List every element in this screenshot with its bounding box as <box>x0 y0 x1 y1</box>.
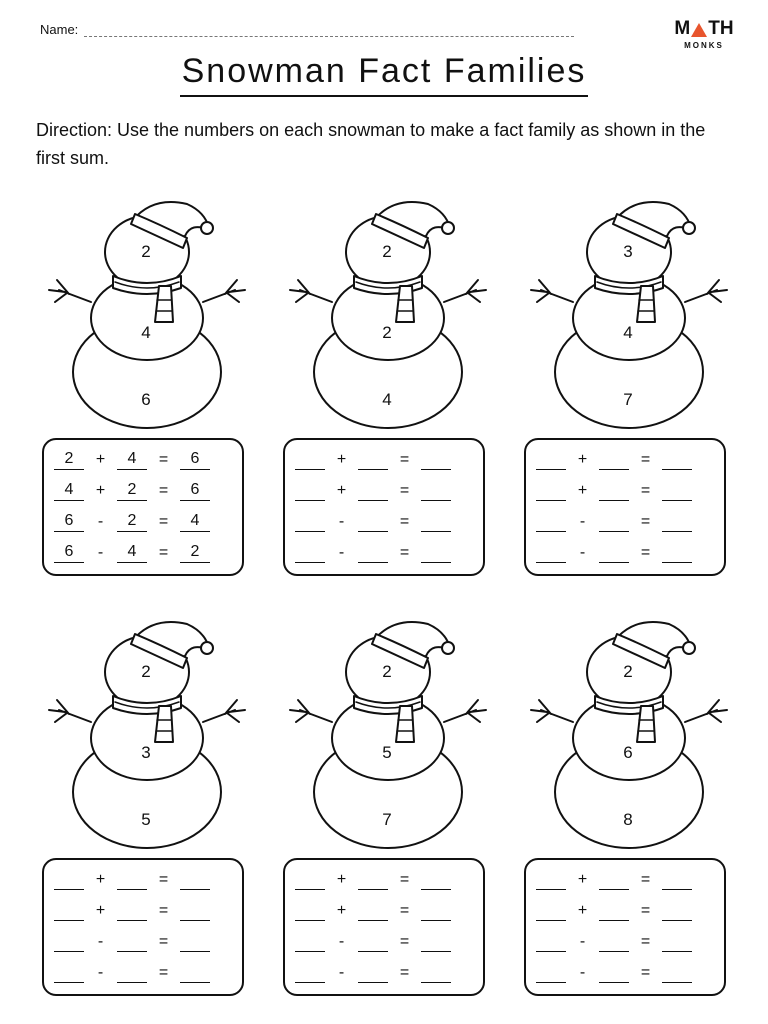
addend-slot[interactable] <box>358 932 388 952</box>
snowman-body-number: 5 <box>382 743 392 762</box>
right-arm-icon <box>203 700 245 722</box>
result-slot[interactable] <box>662 481 692 501</box>
addend-slot[interactable] <box>295 870 325 890</box>
equation-row <box>536 899 716 921</box>
equation-row <box>536 961 716 983</box>
operator-sign: - <box>97 933 104 950</box>
addend-slot[interactable] <box>358 481 388 501</box>
equation-row <box>536 930 716 952</box>
operator-sign: + <box>577 451 588 468</box>
equals-sign: = <box>640 871 651 888</box>
addend-slot[interactable] <box>54 901 84 921</box>
addend-slot[interactable] <box>117 870 147 890</box>
result-slot[interactable] <box>662 932 692 952</box>
addend-slot[interactable] <box>536 512 566 532</box>
operator-sign: - <box>338 544 345 561</box>
result-slot[interactable] <box>662 512 692 532</box>
addend-slot[interactable] <box>295 901 325 921</box>
fact-family-box-2 <box>283 438 485 576</box>
snowman-head-number: 2 <box>141 242 151 261</box>
snowman-head-number: 2 <box>382 242 392 261</box>
equals-sign: = <box>640 933 651 950</box>
left-arm-icon <box>531 700 573 722</box>
equals-sign: = <box>158 513 169 530</box>
operator-sign: + <box>336 451 347 468</box>
operator-sign: + <box>95 871 106 888</box>
result-slot[interactable] <box>180 870 210 890</box>
snowman-head-number: 2 <box>623 662 633 681</box>
equals-sign: = <box>399 451 410 468</box>
equation-row <box>295 541 475 563</box>
addend-slot[interactable] <box>536 963 566 983</box>
snowman-head-number: 2 <box>382 662 392 681</box>
name-line[interactable] <box>84 36 574 37</box>
equals-sign: = <box>158 964 169 981</box>
addend-slot[interactable] <box>54 932 84 952</box>
addend-slot[interactable] <box>358 963 388 983</box>
operator-sign: - <box>97 544 104 561</box>
result-slot[interactable]: 4 <box>180 512 210 532</box>
addend-slot[interactable]: 2 <box>117 512 147 532</box>
result-slot[interactable] <box>662 450 692 470</box>
result-slot[interactable]: 6 <box>180 450 210 470</box>
logo-left: M <box>674 18 691 39</box>
addend-slot[interactable]: 6 <box>54 512 84 532</box>
addend-slot[interactable] <box>295 512 325 532</box>
operator-sign: - <box>97 964 104 981</box>
addend-slot[interactable] <box>358 870 388 890</box>
snowman-base-number: 7 <box>623 390 633 409</box>
result-slot[interactable] <box>180 932 210 952</box>
equation-row <box>536 479 716 501</box>
snowman-3 <box>523 190 733 432</box>
snowman-body-number: 2 <box>382 323 392 342</box>
addend-slot[interactable] <box>358 543 388 563</box>
snowman-head-number: 2 <box>141 662 151 681</box>
equation-row <box>54 448 234 470</box>
snowman-base-number: 4 <box>382 390 392 409</box>
equation-row <box>54 868 234 890</box>
addend-slot[interactable]: 4 <box>117 543 147 563</box>
addend-slot[interactable] <box>599 963 629 983</box>
operator-sign: + <box>336 902 347 919</box>
operator-sign: - <box>338 933 345 950</box>
operator-sign: - <box>579 964 586 981</box>
operator-sign: + <box>577 482 588 499</box>
addend-slot[interactable] <box>295 963 325 983</box>
right-arm-icon <box>444 280 486 302</box>
result-slot[interactable] <box>662 543 692 563</box>
equals-sign: = <box>640 964 651 981</box>
result-slot[interactable] <box>421 963 451 983</box>
result-slot[interactable]: 6 <box>180 481 210 501</box>
equals-sign: = <box>640 513 651 530</box>
equation-row <box>54 961 234 983</box>
left-arm-icon <box>290 280 332 302</box>
snowman-base-number: 6 <box>141 390 151 409</box>
page-title-text: Snowman Fact Families <box>180 52 589 97</box>
operator-sign: + <box>95 902 106 919</box>
equation-row <box>536 868 716 890</box>
operator-sign: + <box>95 482 106 499</box>
addend-slot[interactable] <box>295 450 325 470</box>
addend-slot[interactable] <box>295 543 325 563</box>
operator-sign: + <box>336 871 347 888</box>
result-slot[interactable]: 2 <box>180 543 210 563</box>
logo-right: TH <box>708 18 734 39</box>
addend-slot[interactable] <box>117 932 147 952</box>
equation-row <box>295 510 475 532</box>
direction-text: Direction: Use the numbers on each snowman to make a fact family as shown in the first sum. <box>36 120 706 168</box>
logo-triangle-icon <box>691 23 707 37</box>
equals-sign: = <box>399 513 410 530</box>
equation-row <box>54 479 234 501</box>
snowman-6 <box>523 610 733 852</box>
addend-slot[interactable] <box>536 870 566 890</box>
result-slot[interactable] <box>180 901 210 921</box>
addend-slot[interactable] <box>117 901 147 921</box>
addend-slot[interactable] <box>599 481 629 501</box>
equals-sign: = <box>399 482 410 499</box>
equation-row <box>295 961 475 983</box>
snowman-body-number: 3 <box>141 743 151 762</box>
left-arm-icon <box>49 700 91 722</box>
left-arm-icon <box>531 280 573 302</box>
equals-sign: = <box>640 451 651 468</box>
equation-row <box>295 899 475 921</box>
snowman-5 <box>282 610 492 852</box>
addend-slot[interactable] <box>536 543 566 563</box>
result-slot[interactable] <box>662 963 692 983</box>
fact-family-box-5 <box>283 858 485 996</box>
equals-sign: = <box>640 482 651 499</box>
equals-sign: = <box>158 871 169 888</box>
snowman-4 <box>41 610 251 852</box>
result-slot[interactable] <box>421 932 451 952</box>
equals-sign: = <box>399 902 410 919</box>
addend-slot[interactable] <box>536 901 566 921</box>
right-arm-icon <box>685 700 727 722</box>
result-slot[interactable] <box>662 870 692 890</box>
snowman-body-number: 4 <box>141 323 151 342</box>
operator-sign: - <box>579 933 586 950</box>
addend-slot[interactable] <box>536 932 566 952</box>
equals-sign: = <box>158 482 169 499</box>
page-title <box>0 52 768 97</box>
addend-slot[interactable] <box>536 450 566 470</box>
addend-slot[interactable] <box>599 450 629 470</box>
right-arm-icon <box>203 280 245 302</box>
snowman-2 <box>282 190 492 432</box>
addend-slot[interactable] <box>599 932 629 952</box>
fact-family-box-1 <box>42 438 244 576</box>
addend-slot[interactable] <box>536 481 566 501</box>
addend-slot[interactable] <box>599 543 629 563</box>
equation-row <box>54 541 234 563</box>
math-monks-logo <box>672 18 736 50</box>
fact-family-box-3 <box>524 438 726 576</box>
equals-sign: = <box>399 933 410 950</box>
equation-row <box>54 899 234 921</box>
snowman-base-number: 7 <box>382 810 392 829</box>
result-slot[interactable] <box>421 512 451 532</box>
operator-sign: + <box>577 871 588 888</box>
fact-family-box-6 <box>524 858 726 996</box>
equals-sign: = <box>640 544 651 561</box>
addend-slot[interactable] <box>358 512 388 532</box>
operator-sign: - <box>338 964 345 981</box>
addend-slot[interactable] <box>599 512 629 532</box>
result-slot[interactable] <box>421 543 451 563</box>
operator-sign: - <box>97 513 104 530</box>
result-slot[interactable] <box>421 450 451 470</box>
operator-sign: + <box>95 451 106 468</box>
equation-row <box>536 510 716 532</box>
addend-slot[interactable]: 4 <box>54 481 84 501</box>
equation-row <box>295 479 475 501</box>
addend-slot[interactable]: 2 <box>54 450 84 470</box>
result-slot[interactable] <box>421 870 451 890</box>
addend-slot[interactable] <box>117 963 147 983</box>
addend-slot[interactable] <box>295 481 325 501</box>
right-arm-icon <box>444 700 486 722</box>
operator-sign: - <box>579 544 586 561</box>
addend-slot[interactable] <box>295 932 325 952</box>
equals-sign: = <box>399 544 410 561</box>
equals-sign: = <box>399 964 410 981</box>
equation-row <box>536 448 716 470</box>
addend-slot[interactable] <box>54 963 84 983</box>
addend-slot[interactable] <box>54 870 84 890</box>
snowman-head-number: 3 <box>623 242 633 261</box>
logo-bottom: MONKS <box>684 41 724 50</box>
addend-slot[interactable]: 6 <box>54 543 84 563</box>
equation-row <box>295 868 475 890</box>
snowman-base-number: 5 <box>141 810 151 829</box>
operator-sign: + <box>336 482 347 499</box>
addend-slot[interactable]: 2 <box>117 481 147 501</box>
equals-sign: = <box>158 451 169 468</box>
addend-slot[interactable]: 4 <box>117 450 147 470</box>
snowman-body-number: 4 <box>623 323 633 342</box>
addend-slot[interactable] <box>599 870 629 890</box>
result-slot[interactable] <box>180 963 210 983</box>
addend-slot[interactable] <box>599 901 629 921</box>
result-slot[interactable] <box>421 901 451 921</box>
operator-sign: - <box>338 513 345 530</box>
equation-row <box>54 510 234 532</box>
equals-sign: = <box>158 933 169 950</box>
equation-row <box>536 541 716 563</box>
name-label: Name: <box>40 22 79 37</box>
right-arm-icon <box>685 280 727 302</box>
equals-sign: = <box>640 902 651 919</box>
result-slot[interactable] <box>662 901 692 921</box>
equals-sign: = <box>399 871 410 888</box>
operator-sign: + <box>577 902 588 919</box>
left-arm-icon <box>290 700 332 722</box>
left-arm-icon <box>49 280 91 302</box>
addend-slot[interactable] <box>358 450 388 470</box>
equals-sign: = <box>158 544 169 561</box>
snowman-1 <box>41 190 251 432</box>
snowman-base-number: 8 <box>623 810 633 829</box>
operator-sign: - <box>579 513 586 530</box>
snowman-body-number: 6 <box>623 743 633 762</box>
addend-slot[interactable] <box>358 901 388 921</box>
equals-sign: = <box>158 902 169 919</box>
fact-family-box-4 <box>42 858 244 996</box>
result-slot[interactable] <box>421 481 451 501</box>
equation-row <box>295 930 475 952</box>
equation-row <box>295 448 475 470</box>
equation-row <box>54 930 234 952</box>
